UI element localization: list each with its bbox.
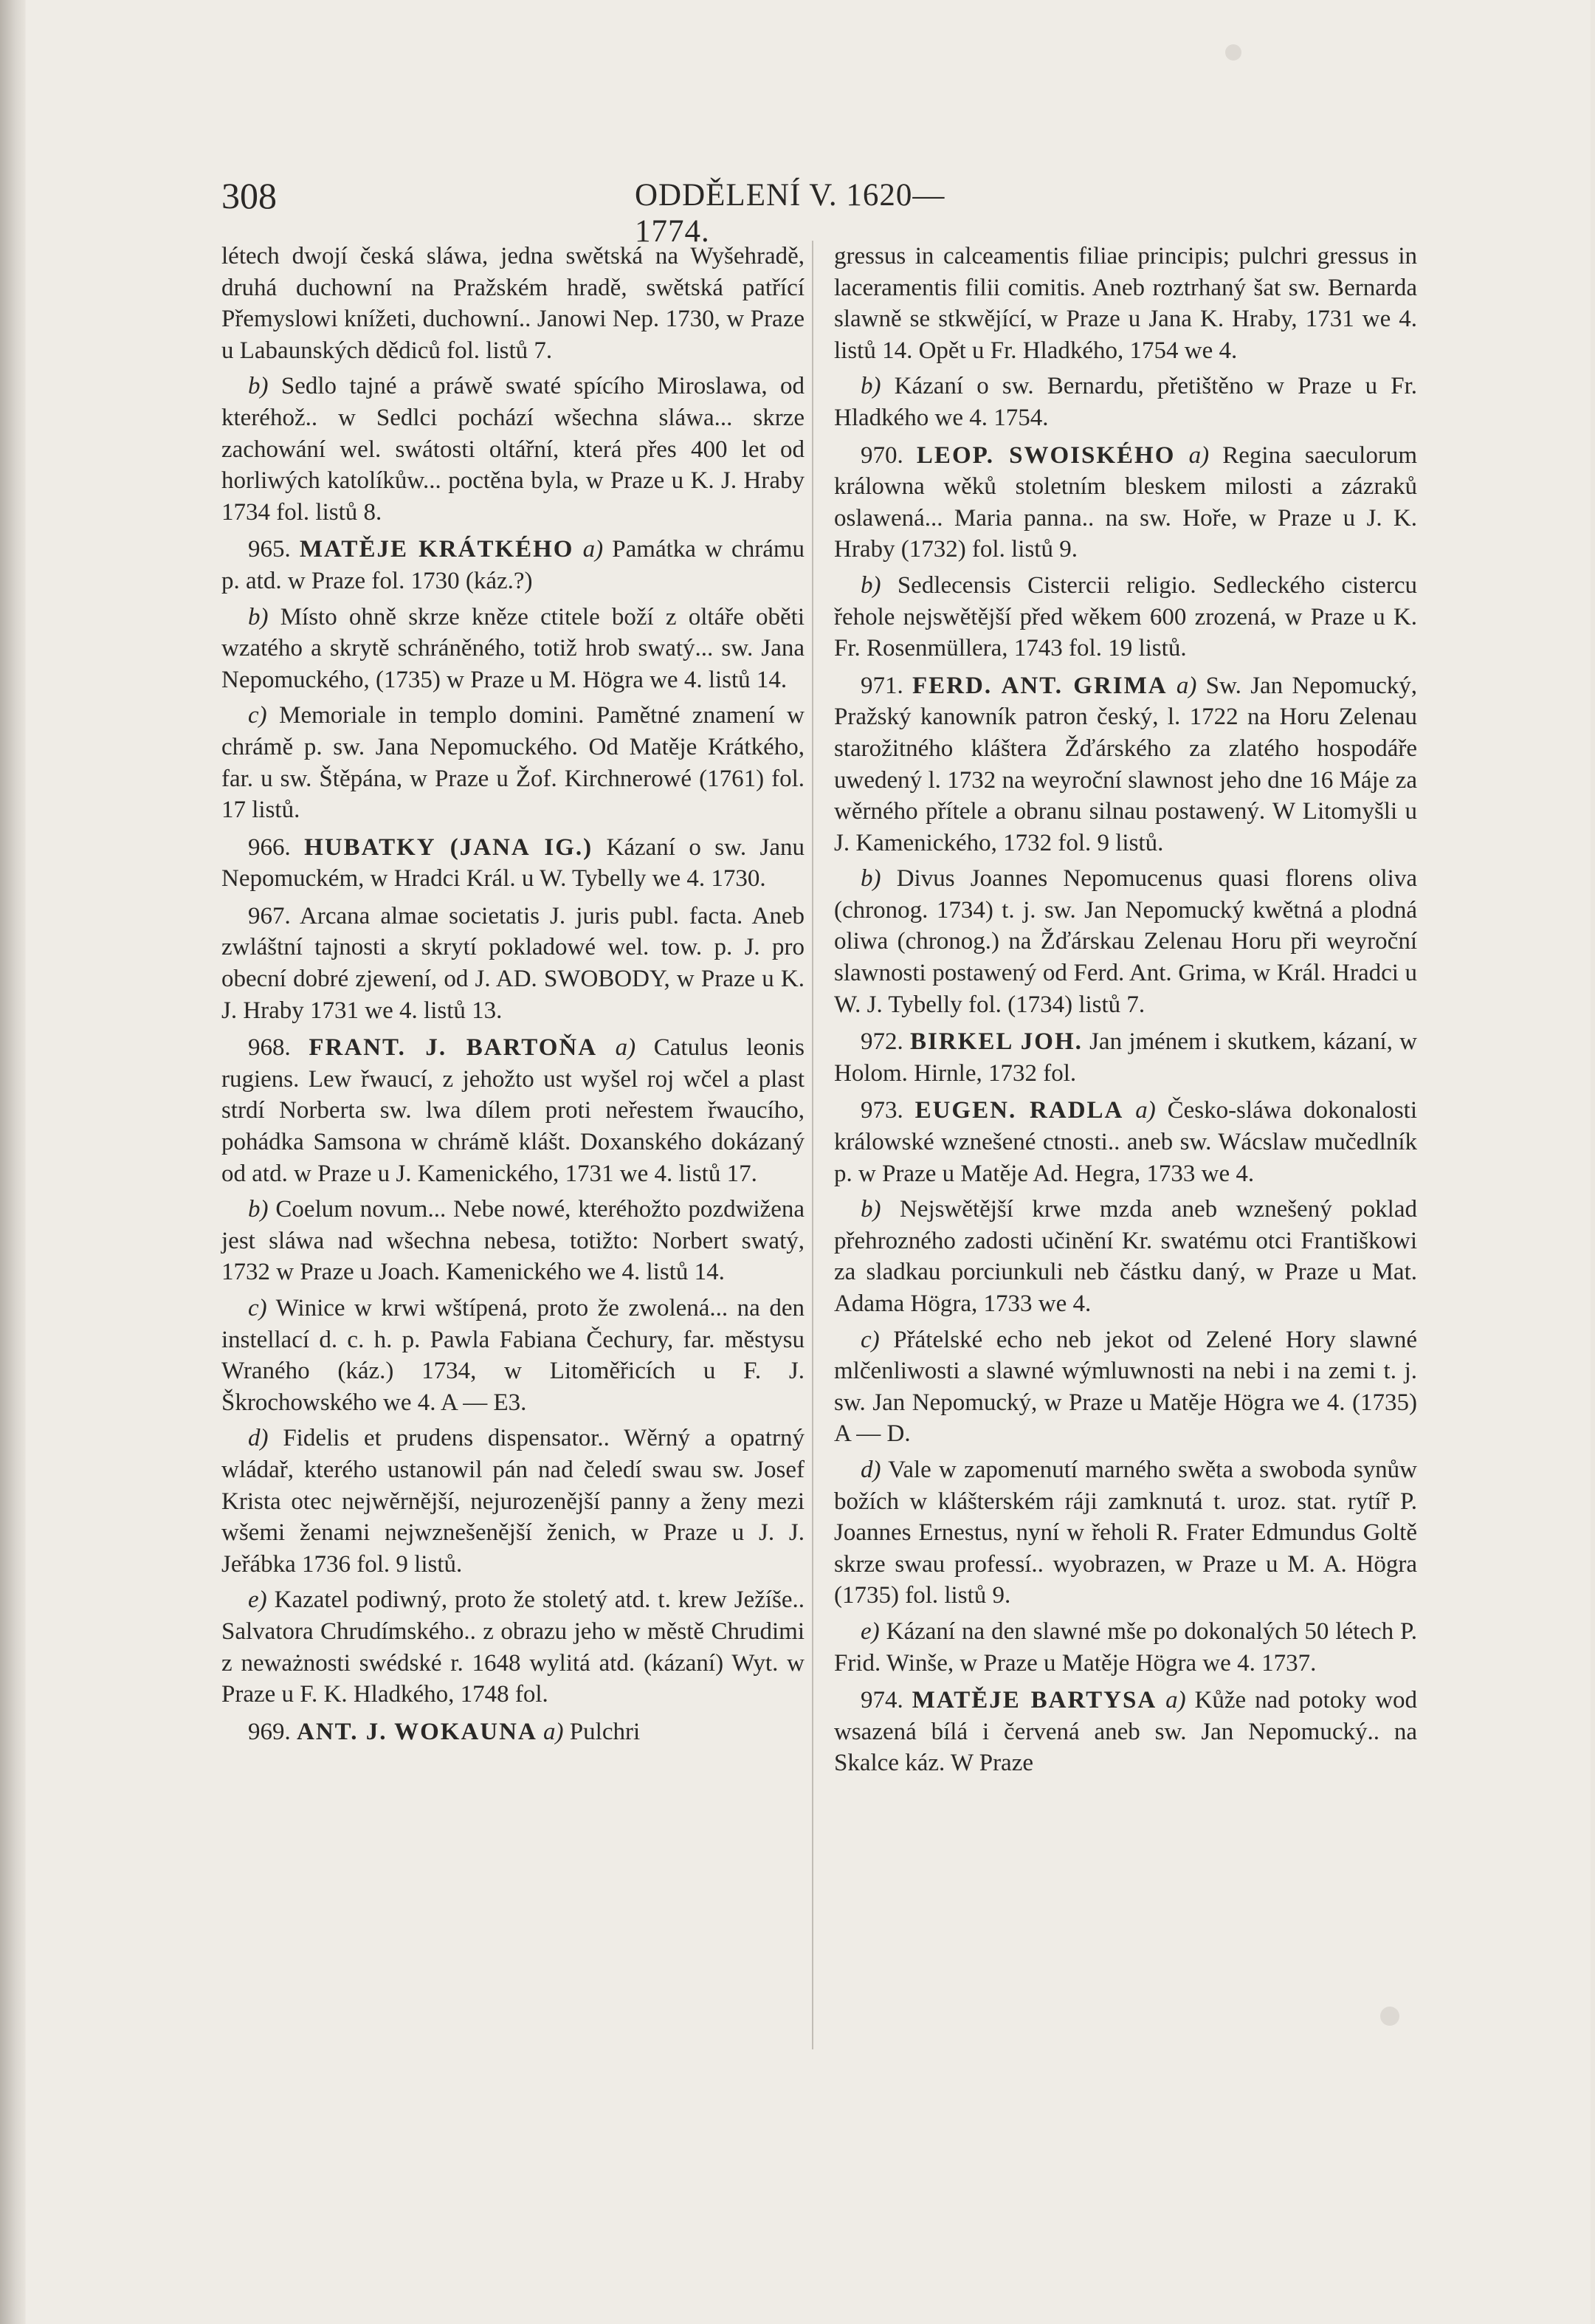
item-letter: b) (248, 603, 269, 630)
entry-text: Kázaní na den slawné mše po dokonalých 50 létech P. Frid. Winše, w Praze u Matěje Högra we 4. 1737. (834, 1617, 1418, 1677)
entry-number: 969. (248, 1718, 291, 1745)
catalog-entry (834, 670, 1417, 859)
author-name: ANT. J. WOKAUNA (297, 1718, 537, 1745)
item-letter: a) (1135, 1097, 1156, 1124)
entry-number: 971. (861, 672, 903, 699)
catalog-entry (834, 440, 1417, 565)
item-letter: e) (248, 1586, 267, 1614)
entry-paragraph (834, 570, 1417, 664)
author-name: BIRKEL JOH. (909, 1028, 1083, 1056)
paper-stain (1225, 44, 1241, 61)
left-column (221, 241, 805, 1752)
entry-text: létech dwojí česká sláwa, jedna swětská na Wyšehradě, druhá duchowní na Pražském hradě, swětská patřící Přemyslowi knížeti, duchowní.. Janowi Nep. 1730, w Praze u Labaunských dědiců fol. listů 7. (221, 243, 805, 364)
paper-stain (1380, 2007, 1399, 2026)
entry-text: Arcana almae societatis J. juris publ. facta. Aneb zwláštní tajnosti a skrytí pokladowé wel. tow. p. J. pro obecní dobré zjewení, od J. AD. SWOBODY, w Praze u K. J. Hraby 1731 we 4. listů 13. (221, 902, 805, 1024)
entry-number: 965. (248, 536, 291, 563)
entry-paragraph (834, 1454, 1417, 1612)
entry-number: 968. (248, 1034, 291, 1062)
section-title: ODDĚLENÍ V. 1620—1774. (635, 178, 945, 249)
catalog-entry (834, 1095, 1417, 1189)
item-letter: e) (861, 1617, 880, 1645)
entry-text: Sw. Jan Nepomucký, Pražský kanowník patron český, l. 1722 na Horu Zelenau starožitného kláštera Žďárského za zlatého hospodáře uwedený l. 1732 na weyroční slawnost jeho dne 16 Máje za wěrného přítele a obranu silnau postawený. W Litomyšli u J. Kamenického, 1732 fol. 9 listů. (834, 672, 1417, 856)
author-name: EUGEN. RADLA (914, 1097, 1124, 1124)
catalog-entry (221, 1716, 805, 1748)
entry-text: Catulus leonis rugiens. Lew řwaucí, z jehožto ust wyšel roj wčel a plast strdí Norberta sw. lwa dílem proti neřestem řwaucího, pohádka Samsona w chrámě klášt. Doxanského dokázaný od atd. w Praze u J. Kamenického, 1731 we 4. listů 17. (221, 1034, 805, 1187)
entry-text: Jan jménem i skutkem, kázaní, w Holom. Hirnle, 1732 fol. (834, 1028, 1417, 1087)
catalog-entry (221, 1032, 805, 1189)
item-letter: a) (1188, 441, 1210, 469)
entry-text: Místo ohně skrze kněze ctitele boží z oltáře oběti wzatého a skrytě schráněného, totiž hrob swatý... sw. Jana Nepomuckého, (1735) w Praze u M. Högra we 4. listů 14. (221, 603, 805, 693)
entry-paragraph (221, 371, 805, 528)
entry-text: Regina saeculorum králowna wěků stoletním bleskem milosti a zázraků oslawená... Maria panna.. na sw. Hoře, w Praze u J. K. Hraby (1732) fol. listů 9. (834, 441, 1418, 563)
item-letter: d) (861, 1456, 881, 1483)
entry-number: 974. (861, 1687, 903, 1714)
entry-text: Kazatel podiwný, proto že stoletý atd. t. krew Ježíše.. Salvatora Chrudímského.. z obrazu jeho w městě Chrudimi z neważnosti swédské r. 1648 wylitá atd. (kázaní) Wyt. w Praze u F. K. Hladkého, 1748 fol. (221, 1586, 805, 1708)
entry-text: Nejswětější krwe mzda aneb wznešený poklad přehrozného zadosti učinění Kr. swatému otci Františkowi za sladkau porciunkuli neb částku daný, w Praze u Mat. Adama Högra, 1733 we 4. (834, 1196, 1417, 1317)
catalog-entry (221, 901, 805, 1026)
entry-paragraph (834, 241, 1417, 366)
entry-paragraph (221, 700, 805, 825)
catalog-entry (221, 534, 805, 597)
author-name: MATĚJE BARTYSA (912, 1687, 1157, 1714)
right-column (834, 241, 1417, 1784)
item-letter: b) (861, 865, 881, 893)
entry-paragraph (834, 1616, 1417, 1679)
column-divider (812, 241, 813, 2049)
item-letter: a) (582, 536, 604, 563)
item-letter: a) (543, 1718, 564, 1745)
entry-paragraph (834, 371, 1417, 433)
entry-text: Sedlecensis Cistercii religio. Sedleckého cistercu řehole nejswětější před wěkem 600 zrozená, w Praze u K. Fr. Rosenmüllera, 1743 fol. 19 listů. (834, 571, 1417, 662)
entry-number: 967. (248, 902, 291, 929)
entry-paragraph (834, 1324, 1417, 1450)
entry-text: Přátelské echo neb jekot od Zelené Hory slawné mlčenliwosti a slawné wýmluwnosti na nebi i na zemi t. j. sw. Jan Nepomucký, w Praze u Matěje Högra we 4. (1735) A — D. (834, 1326, 1417, 1448)
entry-text: Kůže nad potoky wod wsazená bílá i červená aneb sw. Jan Nepomucký.. na Skalce káz. W Praze (834, 1687, 1418, 1777)
entry-number: 970. (861, 441, 903, 469)
entry-paragraph (221, 1293, 805, 1418)
page-number: 308 (221, 175, 277, 216)
entry-text: Memoriale in templo domini. Pamětné znamení w chrámě p. sw. Jana Nepomuckého. Od Matěje Krátkého, far. u sw. Štěpána, w Praze u Žof. Kirchnerowé (1761) fol. 17 listů. (221, 702, 805, 824)
entry-number: 966. (248, 833, 291, 861)
entry-text: Pulchri (569, 1718, 641, 1745)
author-name: FRANT. J. BARTOŇA (309, 1034, 598, 1062)
entry-text: Divus Joannes Nepomucenus quasi florens oliva (chronog. 1734) t. j. sw. Jan Nepomucký kwětná a plodná oliwa (chronog.) na Žďárskau Zelenau Horu při weyroční slawnosti postawený od Ferd. Ant. Grima, w Král. Hradci u W. J. Tybelly fol. (1734) listů 7. (834, 865, 1417, 1018)
entry-text: Sedlo tajné a práwě swaté spícího Miroslawa, od kteréhož.. w Sedlci pochází wšechna sláwa... skrze zachowání wel. swátosti oltářní, která přes 400 let od horliwých katolíkůw... poctěna byla, w Praze u K. J. Hraby 1734 fol. listů 8. (221, 373, 805, 526)
book-spine-shadow (0, 0, 25, 2324)
entry-number: 972. (861, 1028, 903, 1056)
item-letter: b) (248, 373, 269, 400)
entry-text: Vale w zapomenutí marného swěta a swoboda synůw božích w klášterském ráji zamknutá t. uroz. stat. rytíř P. Joannes Ernestus, nyní w řeholi R. Frater Edmundus Goltě skrze swau professí.. wyobrazen, w Praze u M. A. Högra (1735) fol. listů 9. (834, 1456, 1417, 1609)
entry-text: Kázaní o sw. Bernardu, přetištěno w Praze u Fr. Hladkého we 4. 1754. (834, 373, 1417, 431)
running-header (221, 174, 989, 249)
catalog-entry (834, 1685, 1417, 1779)
entry-text: gressus in calceamentis filiae principis; pulchri gressus in laceramentis filii comitis. Aneb roztrhaný šat sw. Bernarda slawně se stkwějící, w Praze u Jana K. Hraby, 1731 we 4. listů 14. Opět u Fr. Hladkého, 1754 we 4. (834, 243, 1417, 364)
entry-text: Coelum novum... Nebe nowé, kteréhožto pozdwižena jest sláwa nad wšechna nebesa, totižto: Norbert swatý, 1732 w Praze u Joach. Kamenického we 4. listů 14. (221, 1196, 805, 1286)
entry-paragraph (834, 863, 1417, 1020)
entry-paragraph (834, 1194, 1417, 1319)
author-name: HUBATKY (JANA IG.) (304, 833, 593, 861)
item-letter: b) (248, 1196, 269, 1223)
entry-text: Kázaní o sw. Janu Nepomuckém, w Hradci Král. u W. Tybelly we 4. 1730. (221, 833, 805, 893)
entry-text: Fidelis et prudens dispensator.. Wěrný a opatrný wládař, kterého ustanowil pán nad čeledí swau sw. Josef Krista otec nejwěrnější, nejurozenější panny a ženy mezi wšemi ženami nejwznešenější ženich, w Praze u J. J. Jeřábka 1736 fol. 9 listů. (221, 1425, 805, 1578)
catalog-entry (221, 832, 805, 895)
entry-text: Česko-sláwa dokonalosti králowské wznešené ctnosti.. aneb sw. Wácslaw mučedlník p. w Praze u Matěje Ad. Hegra, 1733 we 4. (834, 1097, 1418, 1187)
catalog-entry (834, 1026, 1417, 1089)
item-letter: c) (861, 1326, 880, 1353)
entry-paragraph (221, 1423, 805, 1580)
item-letter: a) (615, 1034, 636, 1062)
entry-text: Winice w krwi wštípená, proto že zwolená... na den instellací d. c. h. p. Pawla Fabiana Čechury, far. městysu Wraného (káz.) 1734, w Litoměřicích u F. J. Škrochowského we 4. A — E3. (221, 1295, 805, 1416)
entry-text: Památka w chrámu p. atd. w Praze fol. 1730 (káz.?) (221, 536, 805, 594)
item-letter: b) (861, 1196, 881, 1223)
item-letter: b) (861, 373, 881, 400)
item-letter: c) (248, 702, 267, 729)
entry-paragraph (221, 602, 805, 696)
author-name: MATĚJE KRÁTKÉHO (299, 536, 574, 563)
item-letter: c) (248, 1295, 267, 1321)
entry-paragraph (221, 1194, 805, 1288)
entry-paragraph (221, 1584, 805, 1710)
author-name: LEOP. SWOISKÉHO (916, 441, 1176, 469)
item-letter: a) (1165, 1687, 1186, 1714)
entry-number: 973. (861, 1097, 903, 1124)
entry-paragraph (221, 241, 805, 366)
item-letter: b) (861, 571, 881, 599)
author-name: FERD. ANT. GRIMA (912, 672, 1168, 699)
item-letter: d) (248, 1425, 269, 1452)
item-letter: a) (1176, 672, 1197, 699)
